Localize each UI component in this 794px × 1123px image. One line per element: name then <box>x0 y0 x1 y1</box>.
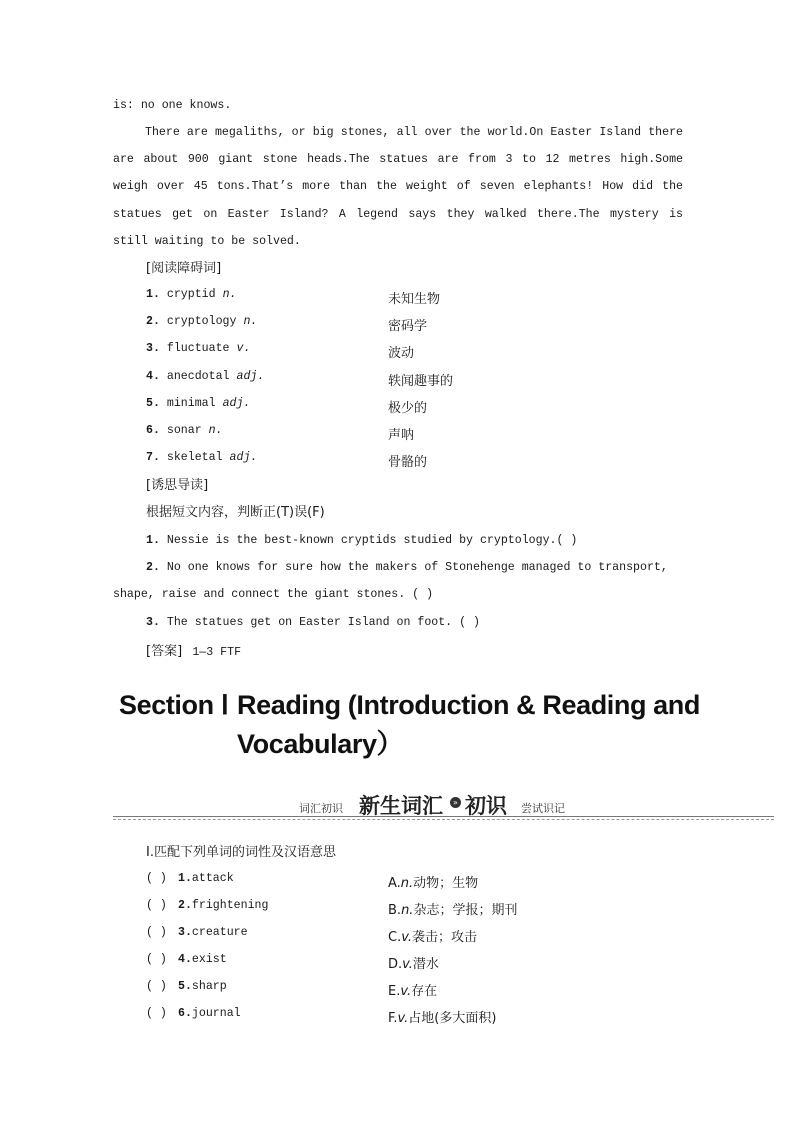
vocab-term: 7. skeletal adj. <box>146 451 258 464</box>
question-1: 1. Nessie is the best-known cryptids studied by cryptology.( ) <box>146 534 578 547</box>
banner-divider <box>113 816 774 817</box>
reading-line-continued: is: no one knows. <box>113 99 232 112</box>
answer-blank[interactable]: ( ) <box>146 872 167 885</box>
matching-row: ( ) 3.creature C.v.袭击；攻击 <box>146 926 477 945</box>
vocab-term: 1. cryptid n. <box>146 288 237 301</box>
section-title-line2: Vocabulary） <box>237 729 404 759</box>
answer-blank[interactable]: ( ) <box>146 953 167 966</box>
banner-right-caption: 尝试识记 <box>521 802 565 815</box>
answer-value: 1—3 FTF <box>192 646 242 659</box>
answer-blank[interactable]: ( ) <box>146 980 167 993</box>
vocab-meaning: 骨骼的 <box>388 455 428 470</box>
matching-row: ( ) 4.exist D.v.潜水 <box>146 953 439 972</box>
matching-row: ( ) 5.sharp E.v.存在 <box>146 980 438 999</box>
matching-row: ( ) 2.frightening B.n.杂志；学报；期刊 <box>146 899 518 918</box>
vocab-banner <box>113 790 774 820</box>
vocab-meaning: 轶闻趣事的 <box>388 374 454 389</box>
answer-blank[interactable]: ( ) <box>146 899 167 912</box>
section-label: Section Ⅰ <box>119 690 229 720</box>
chevron-right-icon: » <box>450 797 461 808</box>
matching-heading: Ⅰ.匹配下列单词的词性及汉语意思 <box>146 845 336 860</box>
vocab-meaning: 未知生物 <box>388 292 441 307</box>
guide-heading: [诱思导读] <box>146 478 209 493</box>
reading-paragraph <box>113 119 683 255</box>
matching-row: ( ) 1.attack A.n.动物；生物 <box>146 872 479 891</box>
matching-row: ( ) 6.journal F.v.占地(多大面积) <box>146 1007 497 1026</box>
question-2-line2: shape, raise and connect the giant stones. ( ) <box>113 588 434 601</box>
vocab-term: 2. cryptology n. <box>146 315 258 328</box>
vocab-meaning: 波动 <box>388 346 415 361</box>
guide-instruction: 根据短文内容，判断正(T)误(F) <box>146 505 325 520</box>
vocab-term: 3. fluctuate v. <box>146 342 251 355</box>
reading-paragraph-text: There are megaliths, or big stones, all over the world.On Easter Island there are about 900 giant stone heads.The statues are from 3 to 12 metres high.Some weigh over 45 tons.That’s more than the weight of seven elephants! How did the statues get on Easter Island? A legend says they walked there.The mystery is still waiting to be solved. <box>113 126 683 248</box>
banner-title-part1: 新生词汇 <box>359 794 443 818</box>
banner-left-caption: 词汇初识 <box>299 802 343 815</box>
banner-divider-dashed <box>113 819 774 820</box>
vocab-heading: [阅读障碍词] <box>146 261 222 276</box>
answer-blank[interactable]: ( ) <box>146 926 167 939</box>
answer-label: [答案] <box>146 644 183 659</box>
question-3: 3. The statues get on Easter Island on foot. ( ) <box>146 616 480 629</box>
vocab-term: 5. minimal adj. <box>146 397 251 410</box>
answer-blank[interactable]: ( ) <box>146 1007 167 1020</box>
vocab-meaning: 声呐 <box>388 428 415 443</box>
banner-title-part2: 初识 <box>465 794 507 818</box>
vocab-meaning: 密码学 <box>388 319 428 334</box>
question-2-line1: 2. No one knows for sure how the makers of Stonehenge managed to transport, <box>146 561 668 574</box>
vocab-term: 4. anecdotal adj. <box>146 370 265 383</box>
section-title-line1: Reading (Introduction & Reading and <box>237 690 700 720</box>
vocab-meaning: 极少的 <box>388 401 428 416</box>
answer-line <box>146 642 241 661</box>
vocab-term: 6. sonar n. <box>146 424 223 437</box>
